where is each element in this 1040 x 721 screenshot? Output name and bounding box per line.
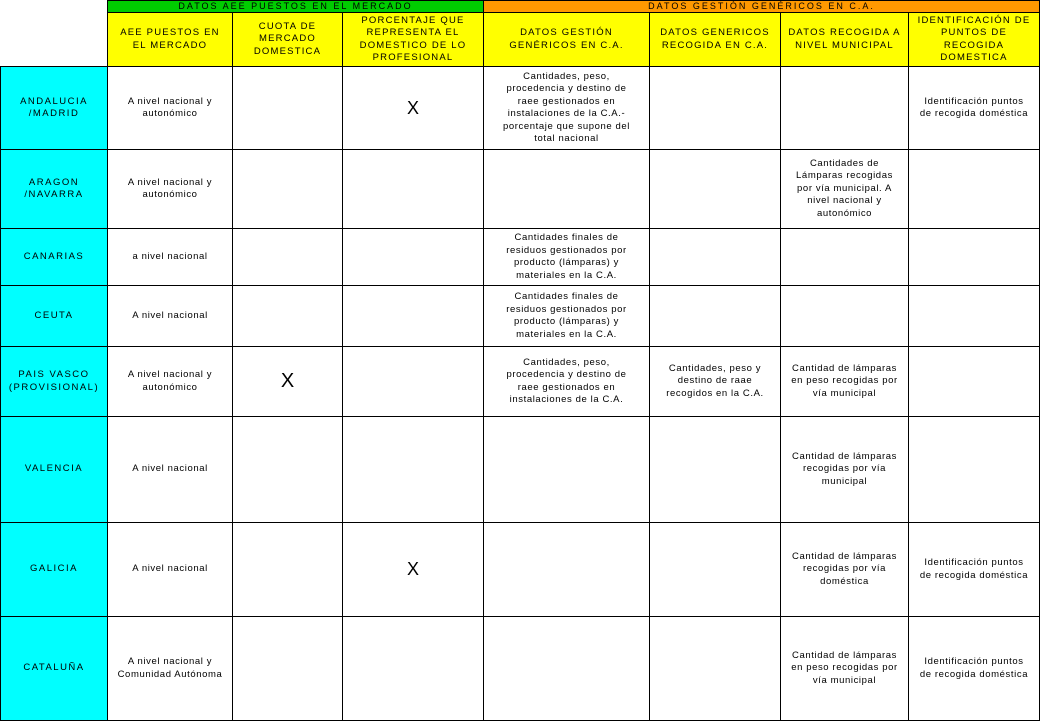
gestion-cell [484,150,650,229]
porcentaje-cell [343,150,484,229]
group-header-market: DATOS AEE PUESTOS EN EL MERCADO [108,1,484,13]
porcentaje-cell [343,347,484,417]
table-row [1,67,1040,150]
aee-cell: A nivel nacional y autonómico [108,67,233,150]
recogida-municipal-cell: Cantidad de lámparas en peso recogidas por vía municipal [781,617,909,721]
recogida-municipal-cell: Cantidad de lámparas en peso recogidas por vía municipal [781,347,909,417]
cuota-cell [233,229,343,286]
cuota-cell: X [233,347,343,417]
region-cell: CANARIAS [1,229,108,286]
recogida-municipal-cell: Cantidades de Lámparas recogidas por vía municipal. A nivel nacional y autonómico [781,150,909,229]
identificacion-cell [909,347,1040,417]
table-row [1,150,1040,229]
region-cell: ANDALUCIA /MADRID [1,67,108,150]
aee-cell: A nivel nacional y Comunidad Autónoma [108,617,233,721]
gestion-cell [484,523,650,617]
aee-cell: A nivel nacional y autonómico [108,150,233,229]
col-header-cuota: CUOTA DE MERCADO DOMESTICA [233,13,343,67]
recogida-ca-cell [650,229,781,286]
gestion-cell [484,417,650,523]
cuota-cell [233,523,343,617]
gestion-cell: Cantidades, peso, procedencia y destino de raee gestionados en instalaciones de la C.A.- porcentaje que supone del total nacional [484,67,650,150]
table-row [1,347,1040,417]
recogida-municipal-cell [781,229,909,286]
table-row [1,523,1040,617]
identificacion-cell: Identificación puntos de recogida doméstica [909,523,1040,617]
recogida-municipal-cell [781,67,909,150]
aee-cell: a nivel nacional [108,229,233,286]
porcentaje-cell [343,286,484,347]
recogida-municipal-cell: Cantidad de lámparas recogidas por vía doméstica [781,523,909,617]
cuota-cell [233,150,343,229]
porcentaje-cell [343,229,484,286]
group-header-row [1,1,1040,13]
recogida-ca-cell [650,417,781,523]
recogida-municipal-cell: Cantidad de lámparas recogidas por vía municipal [781,417,909,523]
table-row [1,229,1040,286]
corner-blank-cell [1,1,108,67]
region-cell: VALENCIA [1,417,108,523]
porcentaje-cell: X [343,67,484,150]
region-cell: CATALUÑA [1,617,108,721]
gestion-cell: Cantidades finales de residuos gestionados por producto (lámparas) y materiales en la C.A. [484,286,650,347]
gestion-cell: Cantidades finales de residuos gestionados por producto (lámparas) y materiales en la C.A. [484,229,650,286]
cuota-cell [233,417,343,523]
cuota-cell [233,67,343,150]
region-cell: PAIS VASCO (PROVISIONAL) [1,347,108,417]
identificacion-cell [909,286,1040,347]
recogida-ca-cell: Cantidades, peso y destino de raae recogidos en la C.A. [650,347,781,417]
recogida-ca-cell [650,617,781,721]
col-header-recogida-ca: DATOS GENERICOS RECOGIDA EN C.A. [650,13,781,67]
recogida-ca-cell [650,67,781,150]
recogida-ca-cell [650,286,781,347]
aee-cell: A nivel nacional [108,286,233,347]
region-cell: GALICIA [1,523,108,617]
recogida-ca-cell [650,150,781,229]
col-header-recogida-municipal: DATOS RECOGIDA A NIVEL MUNICIPAL [781,13,909,67]
col-header-porcentaje: PORCENTAJE QUE REPRESENTA EL DOMESTICO DE LO PROFESIONAL [343,13,484,67]
region-cell: CEUTA [1,286,108,347]
aee-cell: A nivel nacional y autonómico [108,347,233,417]
region-cell: ARAGON /NAVARRA [1,150,108,229]
table-row [1,286,1040,347]
recogida-municipal-cell [781,286,909,347]
porcentaje-cell [343,417,484,523]
table-row [1,417,1040,523]
identificacion-cell: Identificación puntos de recogida doméstica [909,67,1040,150]
col-header-aee: AEE PUESTOS EN EL MERCADO [108,13,233,67]
identificacion-cell: Identificación puntos de recogida doméstica [909,617,1040,721]
aee-cell: A nivel nacional [108,417,233,523]
table-row [1,617,1040,721]
cuota-cell [233,286,343,347]
gestion-cell [484,617,650,721]
group-header-management: DATOS GESTIÓN GENÉRICOS EN C.A. [484,1,1040,13]
porcentaje-cell [343,617,484,721]
recogida-ca-cell [650,523,781,617]
col-header-gestion: DATOS GESTIÓN GENÉRICOS EN C.A. [484,13,650,67]
aee-cell: A nivel nacional [108,523,233,617]
identificacion-cell [909,417,1040,523]
col-header-identificacion: IDENTIFICACIÓN DE PUNTOS DE RECOGIDA DOMESTICA [909,13,1040,67]
identificacion-cell [909,150,1040,229]
porcentaje-cell: X [343,523,484,617]
gestion-cell: Cantidades, peso, procedencia y destino de raee gestionados en instalaciones de la C.A. [484,347,650,417]
column-header-row [1,13,1040,67]
cuota-cell [233,617,343,721]
identificacion-cell [909,229,1040,286]
